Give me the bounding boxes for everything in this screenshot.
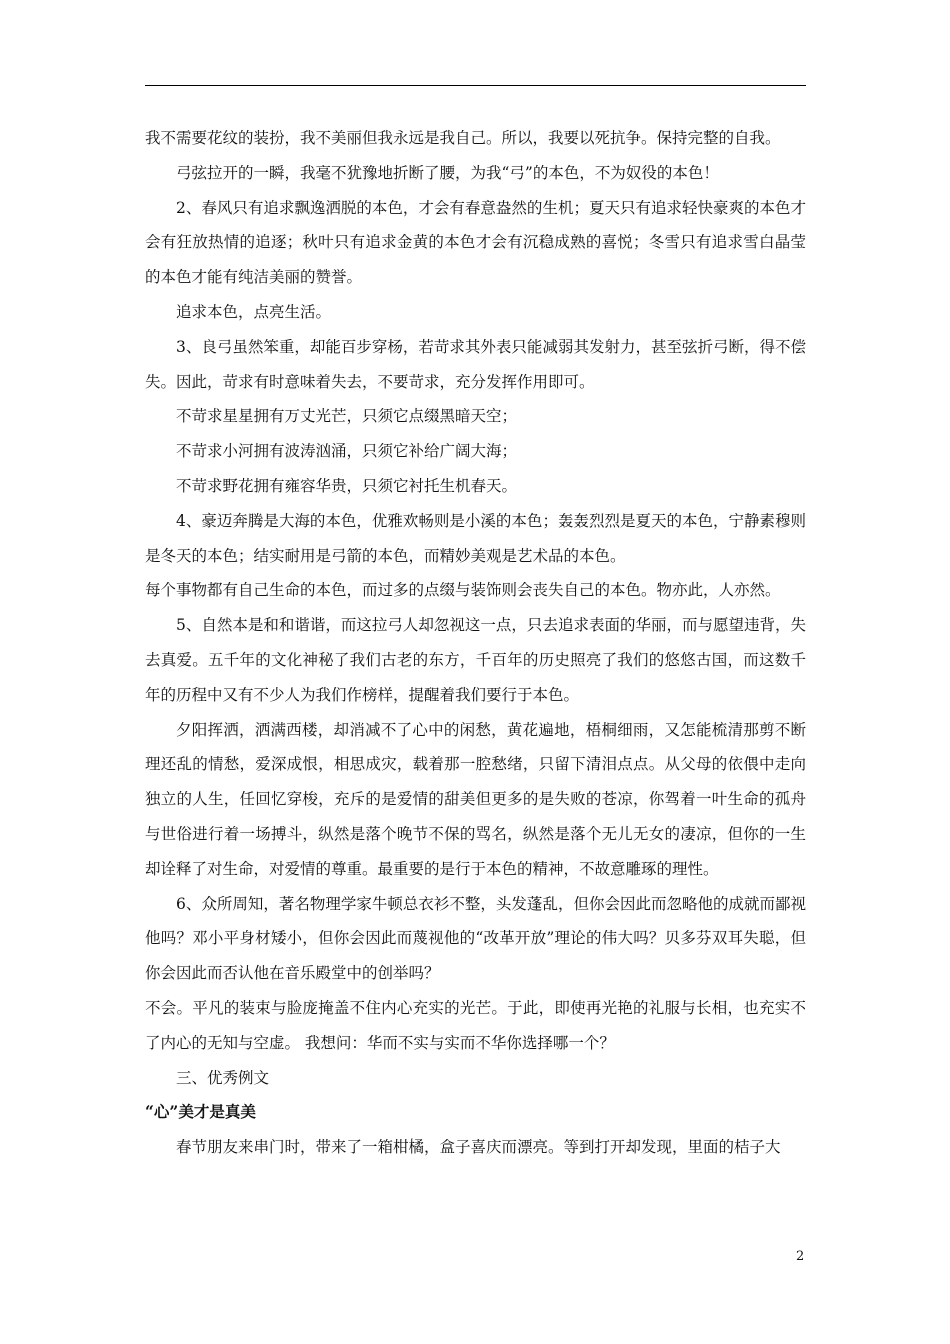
essay-first-line: 春节朋友来串门时，带来了一箱柑橘，盒子喜庆而漂亮。等到打开却发现，里面的桔子大	[176, 1138, 781, 1157]
paragraph: 5、自然本是和和谐谐，而这拉弓人却忽视这一点，只去追求表面的华丽，而与愿望违背，失去真爱。五千年的文化神秘了我们古老的东方，千百年的历史照亮了我们的悠悠古国，而这数千年的历程中又有不少人为我们作榜样，提醒着我们要行于本色。	[145, 616, 806, 704]
paragraph: 3、良弓虽然笨重，却能百步穿杨，若苛求其外表只能减弱其发射力，甚至弦折弓断，得不偿失。因此，苛求有时意味着失去，不要苛求，充分发挥作用即可。	[145, 337, 806, 391]
paragraph: 4、豪迈奔腾是大海的本色，优雅欢畅则是小溪的本色；轰轰烈烈是夏天的本色，宁静素穆则是冬天的本色；结实耐用是弓箭的本色，而精妙美观是艺术品的本色。	[145, 511, 806, 565]
paragraph: 不苛求星星拥有万丈光芒，只须它点缀黑暗天空；	[176, 407, 518, 426]
paragraph: 每个事物都有自己生命的本色，而过多的点缀与装饰则会丧失自己的本色。物亦此，人亦然。	[145, 581, 781, 600]
page-number: 2	[796, 1249, 805, 1264]
paragraph: 6、众所周知，著名物理学家牛顿总衣衫不整，头发蓬乱，但你会因此而忽略他的成就而鄙视他吗？邓小平身材矮小，但你会因此而蔑视他的“改革开放”理论的伟大吗？贝多芬双耳失聪，但你会因此而否认他在音乐殿堂中的创举吗？	[145, 894, 806, 983]
body-text	[145, 121, 806, 1165]
section-heading: 三、优秀例文	[176, 1068, 270, 1087]
paragraph: 不苛求野花拥有雍容华贵，只须它衬托生机春天。	[176, 476, 518, 495]
paragraph: 我不需要花纹的装扮，我不美丽但我永远是我自己。所以，我要以死抗争。保持完整的自我。	[145, 129, 781, 147]
essay-title: “心”美才是真美	[145, 1102, 256, 1122]
paragraph: 不苛求小河拥有波涛汹涌，只须它补给广阔大海；	[176, 442, 518, 461]
paragraph: 夕阳挥洒，洒满西楼，却消减不了心中的闲愁，黄花遍地，梧桐细雨，又怎能梳清那剪不断理还乱的情愁，爱深成恨，相思成灾，载着那一腔愁绪，只留下清泪点点。从父母的依偎中走向独立的人生，任回忆穿梭，充斥的是爱情的甜美但更多的是失败的苍凉，你驾着一叶生命的孤舟与世俗进行着一场搏斗，纵然是落个晚节不保的骂名，纵然是落个无儿无女的凄凉，但你的一生却诠释了对生命，对爱情的尊重。最重要的是行于本色的精神，不故意雕琢的理性。	[145, 720, 806, 878]
paragraph: 追求本色，点亮生活。	[176, 302, 332, 321]
paragraph: 弓弦拉开的一瞬，我毫不犹豫地折断了腰，为我“弓”的本色，不为奴役的本色！	[176, 163, 719, 182]
paragraph: 2、春风只有追求飘逸洒脱的本色，才会有春意盎然的生机；夏天只有追求轻快豪爽的本色才会有狂放热情的追逐；秋叶只有追求金黄的本色才会有沉稳成熟的喜悦；冬雪只有追求雪白晶莹的本色才能有纯洁美丽的赞誉。	[145, 198, 806, 287]
paragraph: 不会。平凡的装束与脸庞掩盖不住内心充实的光芒。于此，即使再光艳的礼服与长相，也充实不了内心的无知与空虚。 我想问：华而不实与实而不华你选择哪一个？	[145, 998, 806, 1052]
header-rule	[145, 85, 806, 86]
